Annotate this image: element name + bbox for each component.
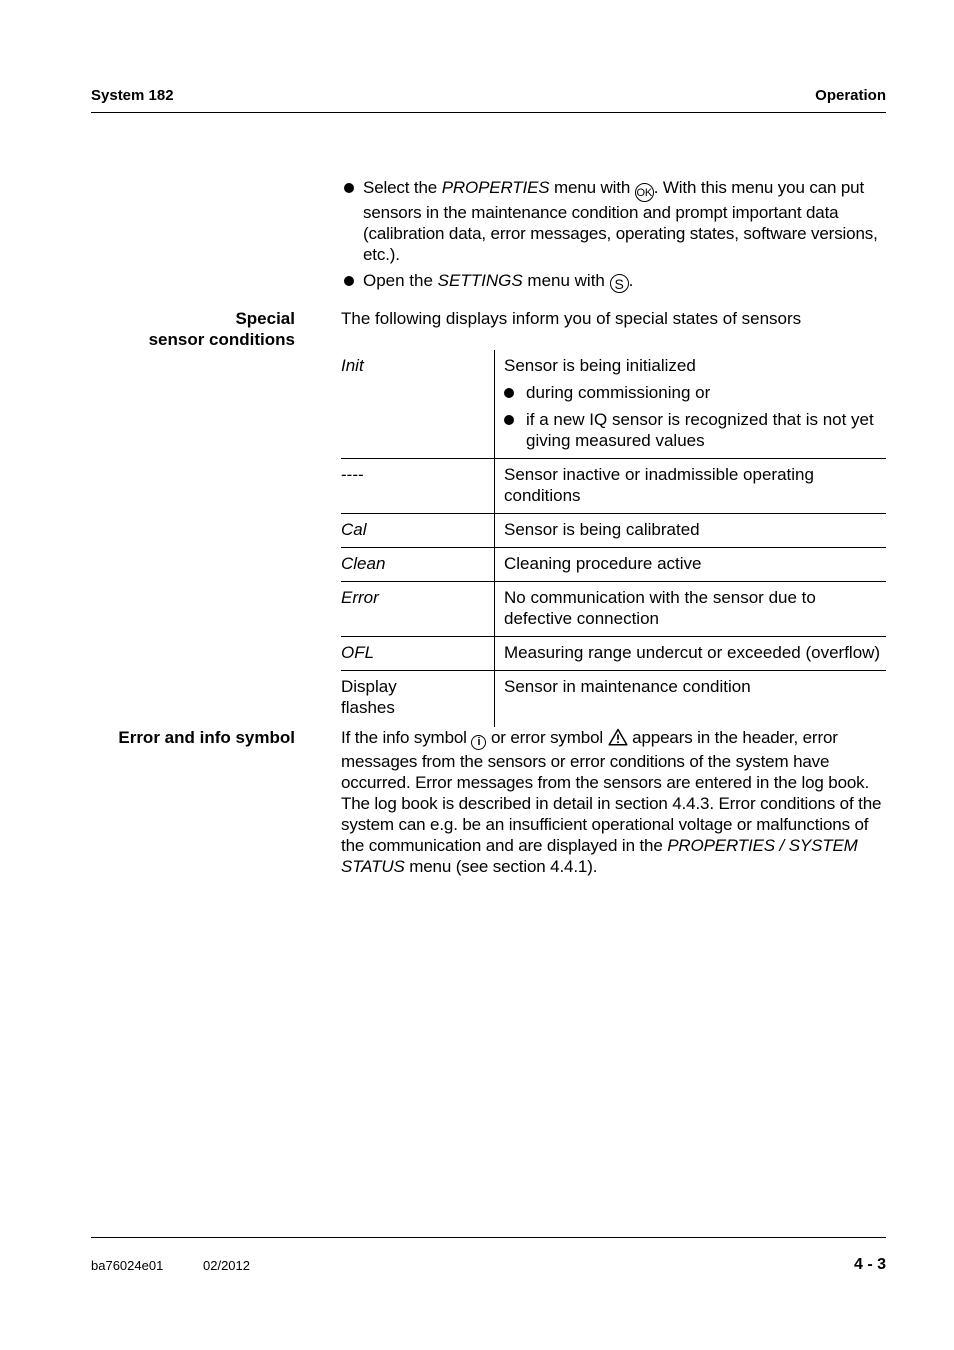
menu-name-properties: PROPERTIES xyxy=(441,178,550,197)
heading-line: sensor conditions xyxy=(148,330,295,349)
footer-date: 02/2012 xyxy=(203,1258,250,1273)
bullet-dot xyxy=(344,183,354,193)
table-row xyxy=(341,637,886,671)
text-run: Select the xyxy=(363,178,442,197)
state-value: Cleaning procedure active xyxy=(495,548,887,582)
heading-line: Special xyxy=(235,309,295,328)
state-key: Cal xyxy=(341,514,495,548)
header-rule xyxy=(91,112,886,113)
warning-triangle-icon xyxy=(608,728,628,751)
text-run: or error symbol xyxy=(486,728,608,747)
text-run: . xyxy=(628,271,634,290)
bullet-properties xyxy=(341,177,886,265)
table-row xyxy=(341,514,886,548)
state-key: ---- xyxy=(341,459,495,514)
page-number: 4 - 3 xyxy=(853,1256,886,1273)
text-run: appears in the header, error messages from the sensors or error conditions of the system have occurred. Error messages from the sensors are entered in the log book. The log book is described in detail in section 4.4.3. Error conditions of the system can e.g. be an insufficient operational voltage or malfunctions of the communication and are displayed in the xyxy=(341,728,882,855)
text-run: . With this menu you can put sensors in the maintenance condition and prompt important data (calibration data, error messages, operating states, software versions, etc.). xyxy=(363,178,878,264)
state-value: Sensor in maintenance condition xyxy=(495,671,887,728)
ok-key-icon: OK xyxy=(635,183,654,202)
text-run: menu with xyxy=(522,271,610,290)
state-key: Clean xyxy=(341,548,495,582)
footer-doc-id: ba76024e01 xyxy=(91,1258,164,1273)
list-item-text: during commissioning or xyxy=(526,383,711,402)
table-row xyxy=(341,548,886,582)
error-info-paragraph xyxy=(341,727,889,877)
state-value: Sensor is being calibrated xyxy=(495,514,887,548)
heading-special-sensor-conditions xyxy=(149,308,295,350)
text-run: menu with xyxy=(549,178,635,197)
special-intro: The following displays inform you of special states of sensors xyxy=(341,309,802,328)
heading-error-info-symbol: Error and info symbol xyxy=(118,728,295,747)
list-item xyxy=(504,382,886,403)
menu-path: PROPERTIES / SYSTEM STATUS xyxy=(341,836,858,876)
menu-name-settings: SETTINGS xyxy=(437,271,523,290)
state-key: Error xyxy=(341,582,495,637)
header-right: Operation xyxy=(815,87,886,104)
bullet-dot xyxy=(504,388,514,398)
state-description: Sensor is being initialized xyxy=(504,356,696,375)
s-key-icon: S xyxy=(610,274,629,293)
state-key: OFL xyxy=(341,637,495,671)
header-left: System 182 xyxy=(91,87,174,104)
table-row xyxy=(341,459,886,514)
footer-rule xyxy=(91,1237,886,1238)
state-key: Display flashes xyxy=(341,671,495,728)
text-run: menu (see section 4.4.1). xyxy=(404,857,598,876)
sensor-states-table xyxy=(341,350,886,727)
info-circle-icon: i xyxy=(471,735,486,750)
list-item-text: if a new IQ sensor is recognized that is not yet giving measured values xyxy=(526,410,874,450)
table-row xyxy=(341,582,886,637)
table-row xyxy=(341,350,886,459)
state-value: Measuring range undercut or exceeded (overflow) xyxy=(495,637,887,671)
bullet-settings xyxy=(341,270,886,293)
list-item xyxy=(504,409,886,451)
state-value xyxy=(495,350,887,459)
text-run: If the info symbol xyxy=(341,728,472,747)
bullet-dot xyxy=(344,276,354,286)
table-row xyxy=(341,671,886,728)
state-value: No communication with the sensor due to defective connection xyxy=(495,582,887,637)
state-value: Sensor inactive or inadmissible operating conditions xyxy=(495,459,887,514)
bullet-dot xyxy=(504,415,514,425)
state-key: Init xyxy=(341,350,495,459)
text-run: Open the xyxy=(363,271,438,290)
